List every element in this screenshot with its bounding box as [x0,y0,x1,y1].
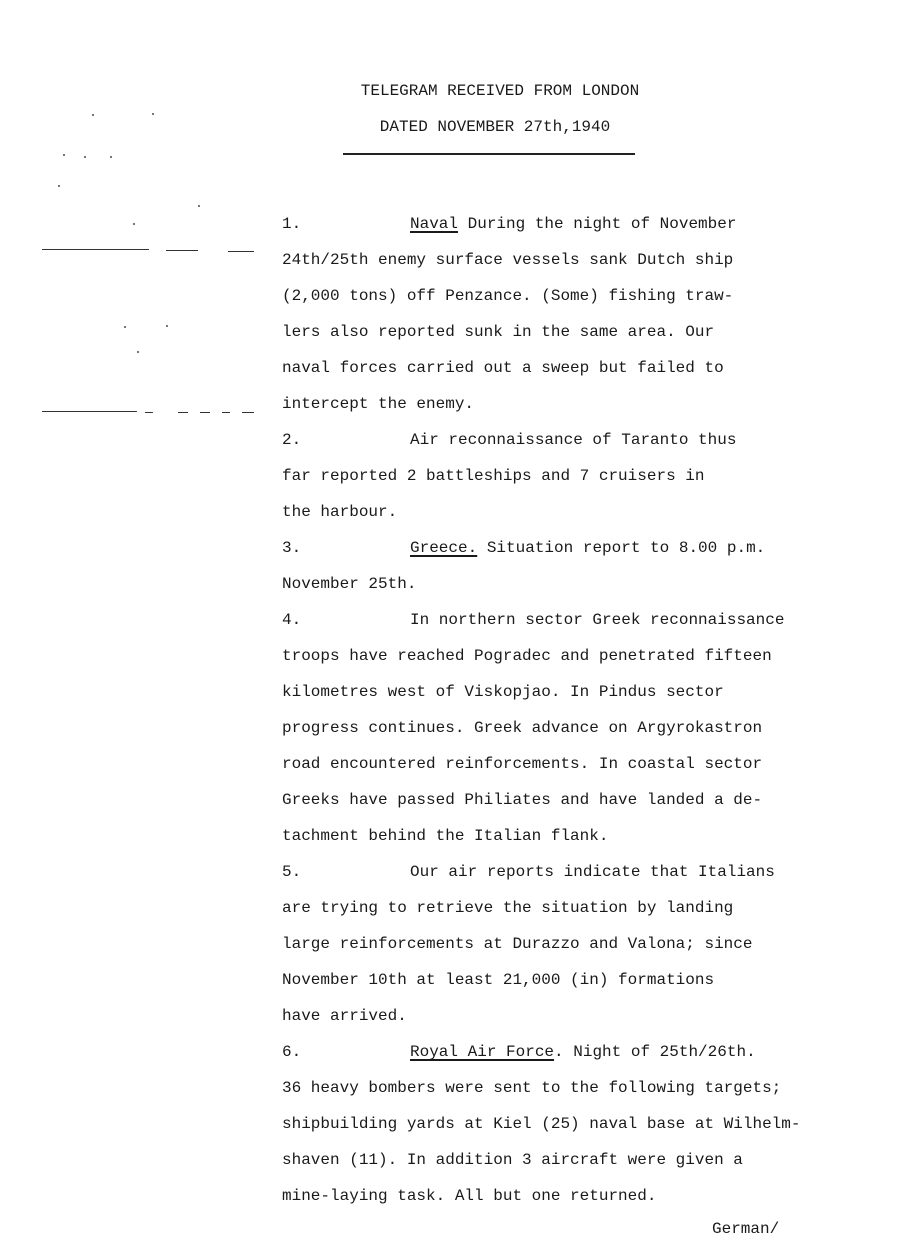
catchword: German/ [712,1220,780,1238]
margin-dot [133,223,135,225]
paragraph-number: 5. [282,863,302,881]
margin-rule [228,251,254,252]
margin-dot [198,205,200,207]
text-line: road encountered reinforcements. In coastal sector [282,755,763,773]
text-line: 24th/25th enemy surface vessels sank Dutch ship [282,251,734,269]
text-line: large reinforcements at Durazzo and Valona; since [282,935,753,953]
text-line: mine-laying task. All but one returned. [282,1187,657,1205]
text-line: 6. Royal Air Force. Night of 25th/26th. [282,1034,882,1070]
margin-rule [166,250,198,251]
text-line: are trying to retrieve the situation by landing [282,899,734,917]
text-line: have arrived. [282,1007,407,1025]
paragraph-number: 1. [282,215,302,233]
text-line: November 25th. [282,575,417,593]
paragraph-number: 2. [282,431,302,449]
margin-rule [145,412,153,413]
text-line: the harbour. [282,503,398,521]
margin-dot [63,154,65,156]
margin-dot [110,156,112,158]
text-line: Greeks have passed Philiates and have landed a de- [282,791,763,809]
telegram-body [282,206,882,1214]
text-line: 36 heavy bombers were sent to the following targets; [282,1079,782,1097]
telegram-date: DATED NOVEMBER 27th,1940 [379,118,611,136]
text-line: 3. Greece. Situation report to 8.00 p.m. [282,530,882,566]
paragraph-number: 6. [282,1043,302,1061]
text-line: 1. Naval During the night of November [282,206,882,242]
text-line: (2,000 tons) off Penzance. (Some) fishing traw- [282,287,734,305]
text-line: November 10th at least 21,000 (in) formations [282,971,715,989]
margin-dot [84,156,86,158]
paragraph-number: 3. [282,539,302,557]
margin-dot [152,113,154,115]
margin-rule [222,412,230,413]
margin-dot [166,325,168,327]
margin-dot [137,351,139,353]
section-heading: Naval [410,215,459,233]
section-heading: Greece. [410,539,478,557]
text-line: far reported 2 battleships and 7 cruisers in [282,467,705,485]
margin-dot [124,326,126,328]
text-line: tachment behind the Italian flank. [282,827,609,845]
paragraph-number: 4. [282,611,302,629]
telegram-title: TELEGRAM RECEIVED FROM LONDON [360,82,640,100]
text-line: intercept the enemy. [282,395,475,413]
margin-rule [200,412,210,413]
text-line: kilometres west of Viskopjao. In Pindus sector [282,683,724,701]
margin-dot [92,114,94,116]
text-line: troops have reached Pogradec and penetrated fifteen [282,647,772,665]
margin-rule [178,412,188,413]
text-line: shaven (11). In addition 3 aircraft were given a [282,1151,743,1169]
margin-rule [42,411,137,412]
header-underline [343,153,635,155]
text-line: naval forces carried out a sweep but failed to [282,359,724,377]
text-line: progress continues. Greek advance on Argyrokastron [282,719,763,737]
text-line: 2. Air reconnaissance of Taranto thus [282,422,882,458]
text-line: 5. Our air reports indicate that Italians [282,854,882,890]
section-heading: Royal Air Force [410,1043,555,1061]
text-line: lers also reported sunk in the same area. Our [282,323,715,341]
margin-dot [58,185,60,187]
margin-rule [242,412,254,413]
text-line: shipbuilding yards at Kiel (25) naval base at Wilhelm- [282,1115,801,1133]
text-line: 4. In northern sector Greek reconnaissance [282,602,882,638]
margin-rule [42,249,149,250]
